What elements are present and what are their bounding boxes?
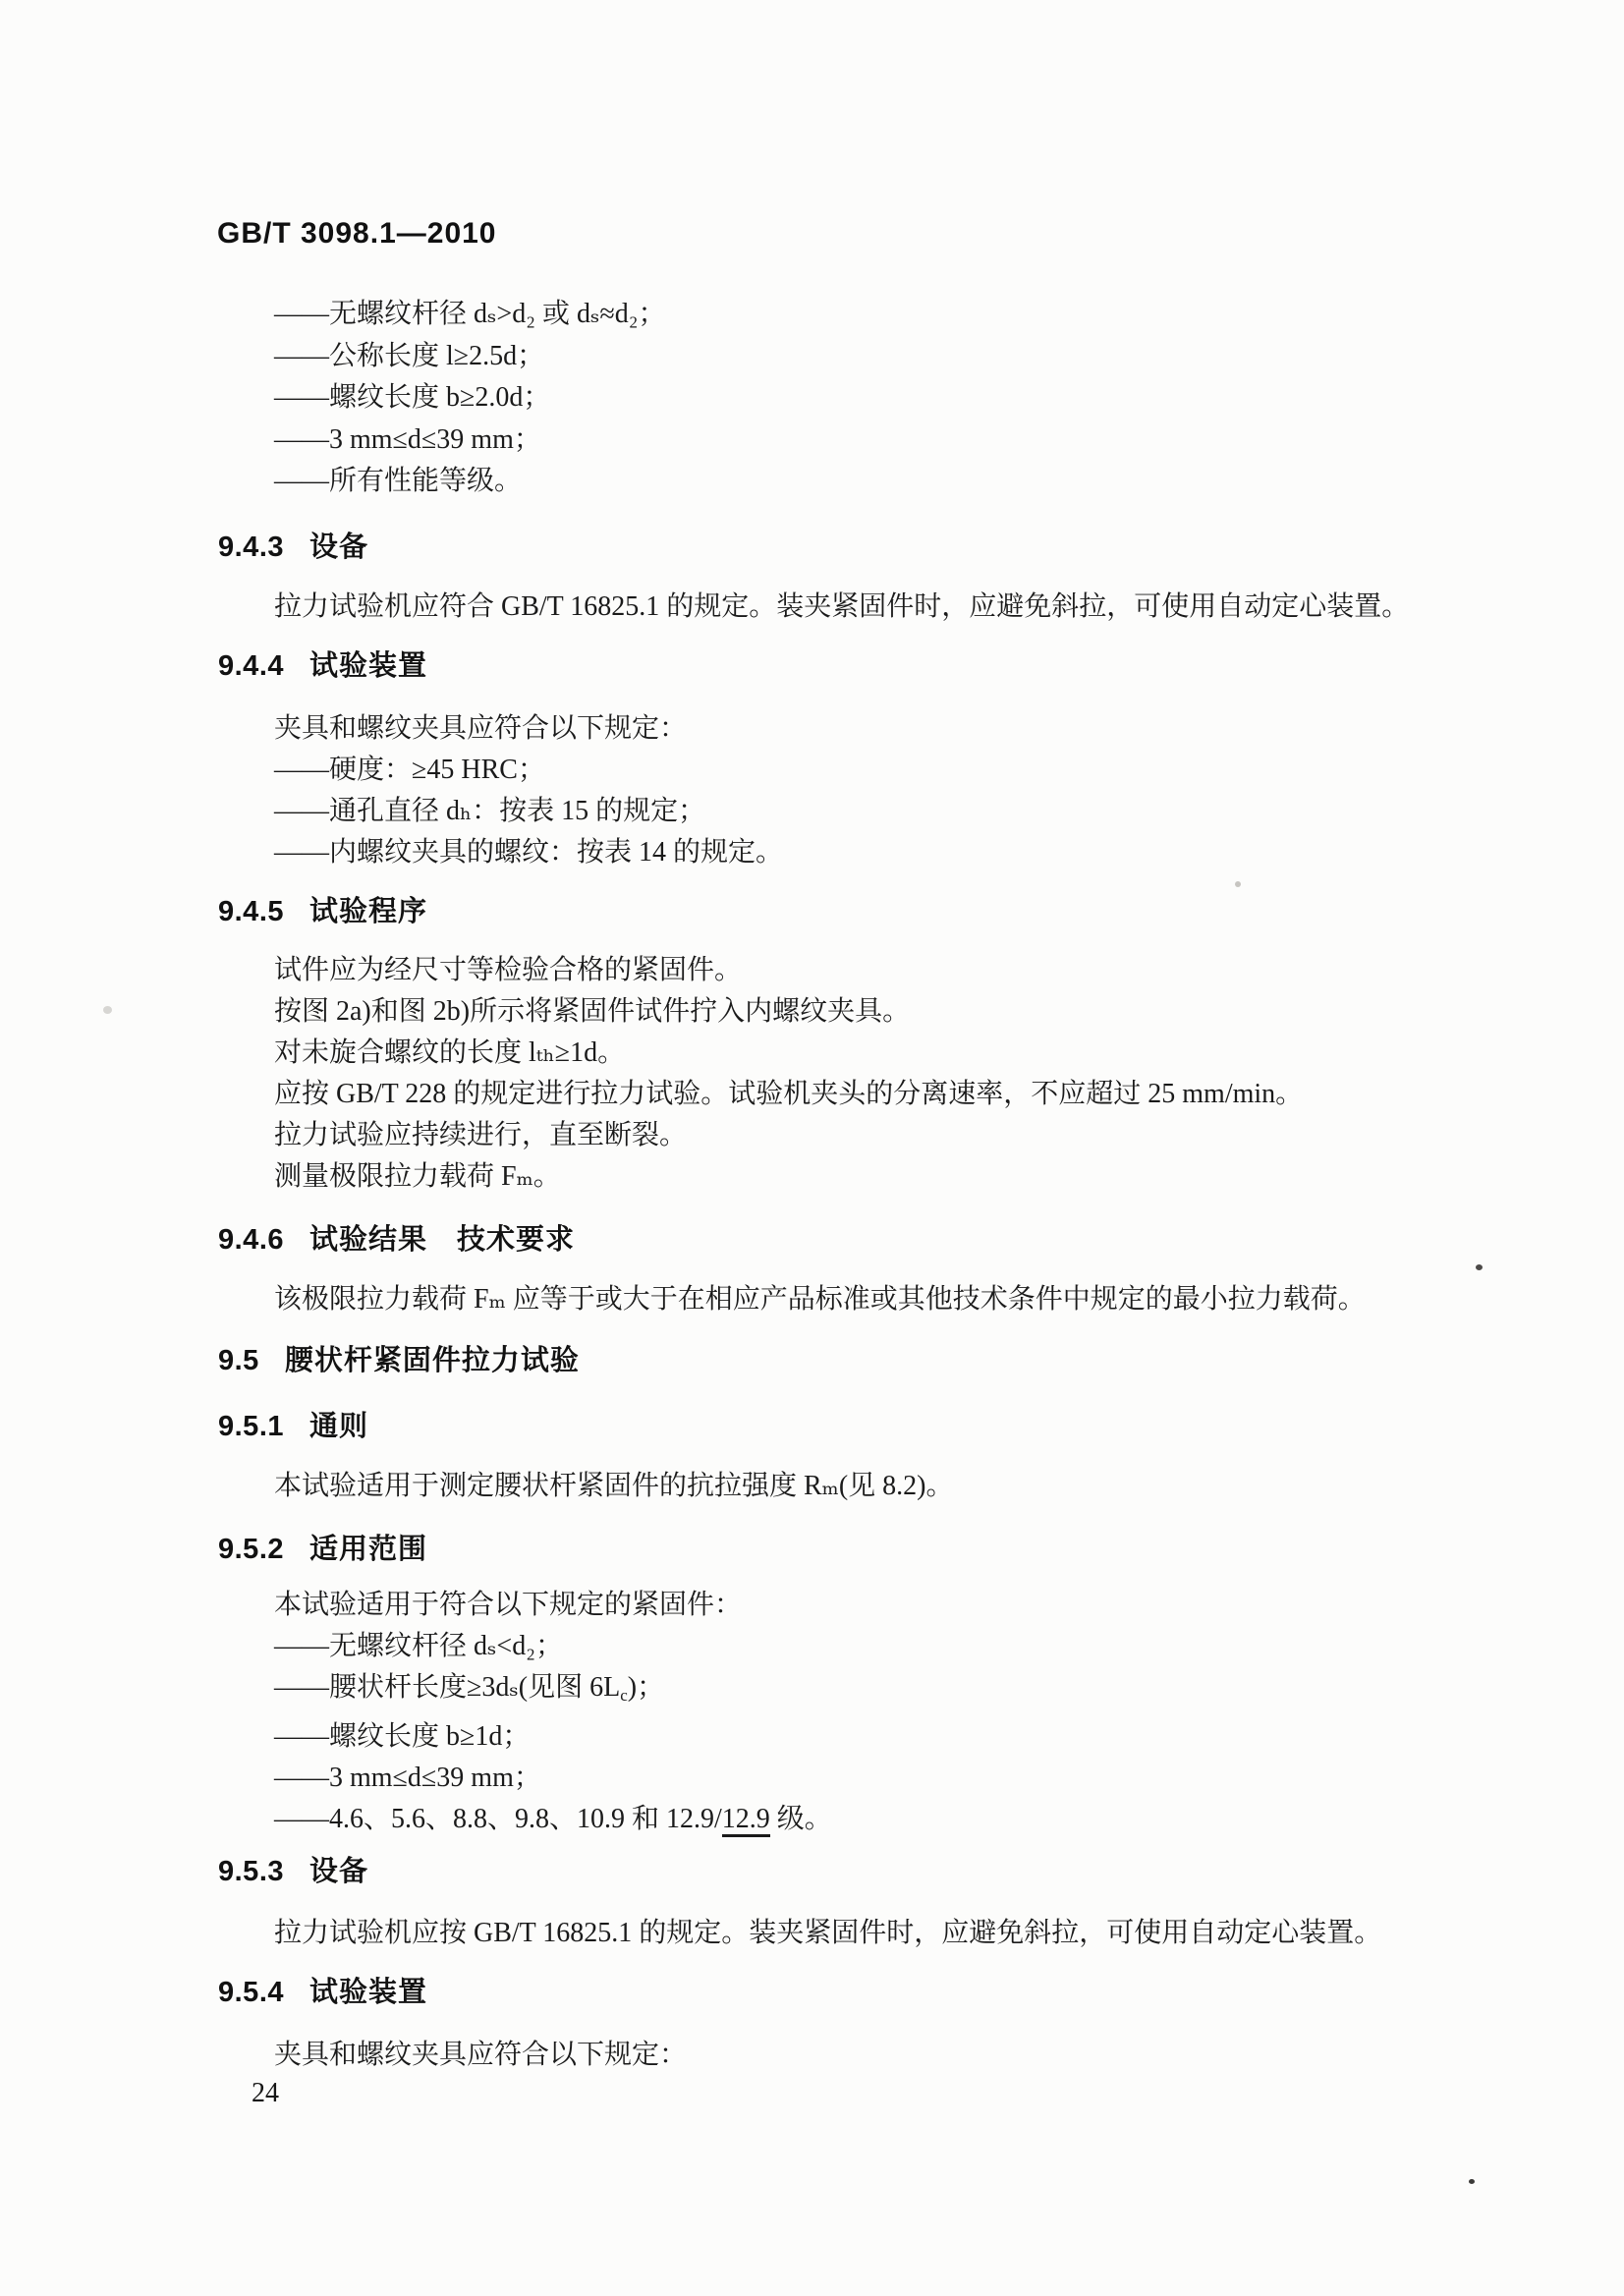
section-heading-9-4-4 (218, 645, 427, 687)
section-heading-9-5-3 (218, 1851, 368, 1892)
section-number: 9.4.6 (218, 1224, 284, 1256)
list-item: ——螺纹长度 b≥2.0d； (274, 382, 551, 413)
section-title: 设备 (309, 1856, 369, 1887)
section-number: 9.5.1 (218, 1411, 284, 1442)
section-title: 试验结果 技术要求 (309, 1224, 576, 1256)
section-number: 9.5 (218, 1345, 259, 1376)
list-item: ——公称长度 l≥2.5d； (274, 340, 545, 371)
section-number: 9.4.3 (218, 532, 284, 563)
section-heading-9-4-3 (218, 527, 368, 568)
section-title: 试验装置 (309, 1977, 428, 2008)
list-item-text: ——腰状杆长度≥3dₛ(见图 6L (274, 1672, 621, 1703)
section-title: 适用范围 (309, 1534, 428, 1565)
section-number: 9.5.2 (218, 1534, 284, 1565)
list-item: ——无螺纹杆径 dₛ>d₂ 或 dₛ≈d₂； (274, 299, 666, 329)
list-intro: 本试验适用于符合以下规定的紧固件： (274, 1590, 743, 1620)
procedure-step: 按图 2a)和图 2b)所示将紧固件试件拧入内螺纹夹具。 (274, 996, 911, 1027)
list-item: ——无螺纹杆径 dₛ<d₂； (274, 1631, 563, 1661)
section-number: 9.5.3 (218, 1856, 284, 1887)
list-item: ——所有性能等级。 (274, 466, 523, 496)
applicability-list (274, 294, 666, 503)
procedure-step: 拉力试验应持续进行，直至断裂。 (274, 1120, 688, 1150)
list-item: ——通孔直径 dₕ：按表 15 的规定； (274, 796, 706, 826)
procedure-steps (274, 950, 1303, 1198)
list-item-text: )； (627, 1672, 665, 1703)
list-intro: 夹具和螺纹夹具应符合以下规定： (274, 713, 688, 744)
list-item (274, 1667, 832, 1716)
scope-list (274, 1585, 832, 1840)
list-item: ——3 mm≤d≤39 mm； (274, 423, 541, 455)
procedure-step: 试件应为经尺寸等检验合格的紧固件。 (274, 955, 743, 985)
scan-speck (103, 1006, 112, 1014)
section-number: 9.4.5 (218, 896, 284, 927)
standard-code: GB/T 3098.1—2010 (217, 217, 497, 250)
list-item: ——螺纹长度 b≥1d； (274, 1721, 531, 1752)
section-title: 设备 (309, 532, 369, 563)
section-heading-9-5 (218, 1340, 580, 1381)
section-heading-9-5-2 (218, 1529, 427, 1570)
subscript-c: c (620, 1686, 628, 1705)
scan-speck (1476, 1264, 1483, 1270)
clamp-requirements-list (274, 708, 783, 873)
procedure-step: 应按 GB/T 228 的规定进行拉力试验。试验机夹头的分离速率，不应超过 25 mm/min。 (274, 1079, 1304, 1109)
section-title: 腰状杆紧固件拉力试验 (284, 1345, 580, 1376)
list-item-text: 级。 (769, 1804, 832, 1834)
section-heading-9-4-6 (218, 1219, 575, 1260)
list-intro: 夹具和螺纹夹具应符合以下规定： (274, 2040, 688, 2070)
section-number: 9.4.4 (218, 650, 284, 682)
section-title: 试验装置 (309, 650, 428, 682)
list-item: ——3 mm≤d≤39 mm； (274, 1763, 541, 1793)
list-item: ——内螺纹夹具的螺纹：按表 14 的规定。 (274, 837, 784, 868)
procedure-step: 测量极限拉力载荷 Fₘ。 (274, 1161, 561, 1192)
procedure-step: 对未旋合螺纹的长度 lₜₕ≥1d。 (274, 1037, 626, 1068)
paragraph: 本试验适用于测定腰状杆紧固件的抗拉强度 Rₘ(见 8.2)。 (274, 1471, 954, 1501)
paragraph: 拉力试验机应按 GB/T 16825.1 的规定。装夹紧固件时，应避免斜拉，可使用自动定心装置。 (274, 1918, 1382, 1948)
list-item-text: ——4.6、5.6、8.8、9.8、10.9 和 12.9/ (274, 1804, 722, 1834)
list-item (274, 1799, 832, 1840)
section-title: 通则 (309, 1411, 369, 1442)
section-heading-9-4-5 (218, 891, 427, 932)
section-title: 试验程序 (309, 896, 428, 927)
section-heading-9-5-4 (218, 1972, 427, 2013)
paragraph: 拉力试验机应符合 GB/T 16825.1 的规定。装夹紧固件时，应避免斜拉，可使用自动定心装置。 (274, 591, 1410, 622)
page-number: 24 (252, 2078, 279, 2108)
scan-speck (1235, 881, 1241, 887)
list-item: ——硬度：≥45 HRC； (274, 755, 545, 785)
scan-speck (1469, 2179, 1475, 2184)
section-number: 9.5.4 (218, 1977, 284, 2008)
underlined-grade: 12.9 (722, 1804, 770, 1837)
paragraph: 该极限拉力载荷 Fₘ 应等于或大于在相应产品标准或其他技术条件中规定的最小拉力载荷。 (274, 1284, 1366, 1315)
section-heading-9-5-1 (218, 1406, 368, 1447)
